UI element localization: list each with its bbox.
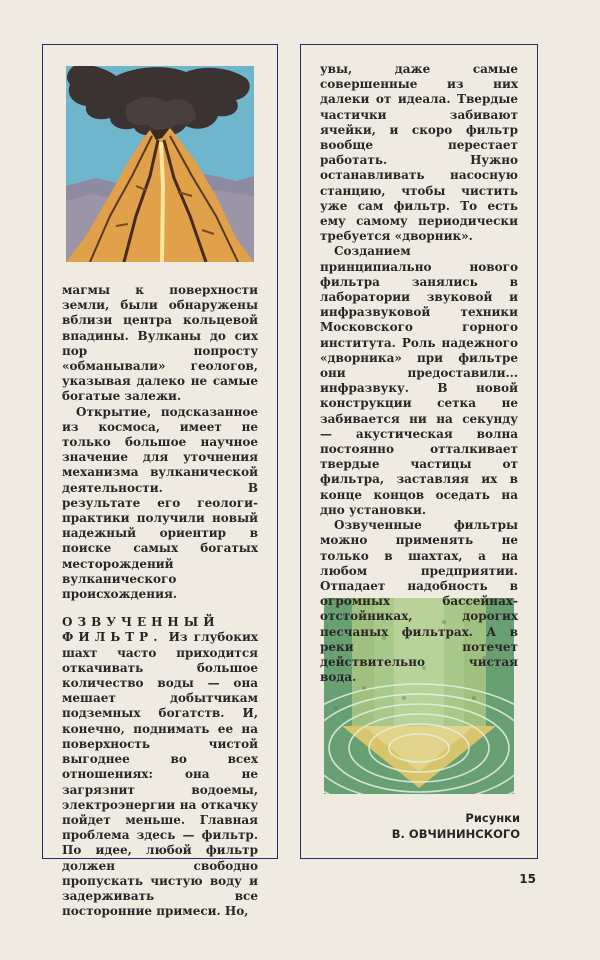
paragraph: Созданием принципиально нового фильтра занялись в лаборатории звуковой и инфразвуковой техники Московского горного института. Роль надежного «дворника» при фильтре они предоставили... инфразвуку. В новой конструкции сетка не забивается ни на секунду — акустическая волна постоянно отталкивает твердые частицы от фильтра, заставляя их в конце концов оседать на дно установки. [320,244,518,517]
illustration-credit [330,810,520,842]
left-column-text [62,283,258,919]
paragraph: Озвученные фильтры можно применять не только в шахтах, а на любом предприятии. Отпадает надобность в огромных бассейнах-отстойниках, дорогих песчаных фильтрах. А в реки потечет действительно чистая вода. [320,518,518,685]
paragraph: увы, даже самые совершенные из них далеки от идеала. Твердые частички забивают ячейки, и скоро фильтр вообще перестает работать. Нужно останавливать насосную станцию, чтобы чистить уже сам фильтр. То есть ему самому периодически требуется «дворник». [320,62,518,244]
paragraph: Открытие, подсказанное из космоса, имеет не только большое научное значение для уточнения механизма вулканической деятельности. В результате его геологи-практики получили новый надежный ориентир в поиске самых богатых месторождений вулканического происхождения. [62,404,258,602]
caption-artist: В. ОВЧИНИНСКОГО [391,827,520,841]
section-text: Из глубоких шахт часто приходится откачивать большое количество воды — она мешает добытчикам подземных богатств. И, конечно, поднимать ее на поверхность чистой выгоднее во всех отношениях: она не загрязнит водоемы, электроэнергии на откачку пойдет меньше. Главная проблема здесь — фильтр. По идее, любой фильтр должен свободно пропускать чистую воду и задерживать все посторонние примеси. Но, [62,630,258,919]
section-body [62,615,258,919]
caption-line: Рисунки [465,811,520,825]
section-heading: ОЗВУЧЕННЫЙ ФИЛЬТР. [62,615,220,645]
paragraph: магмы к поверхности земли, были обнаружены вблизи центра кольцевой впадины. Вулканы до сих пор попросту «обманывали» геологов, указывая далеко не самые богатые залежи. [62,283,258,404]
page-number: 15 [519,872,536,886]
volcano-illustration [66,66,254,262]
right-column-text [320,62,518,685]
